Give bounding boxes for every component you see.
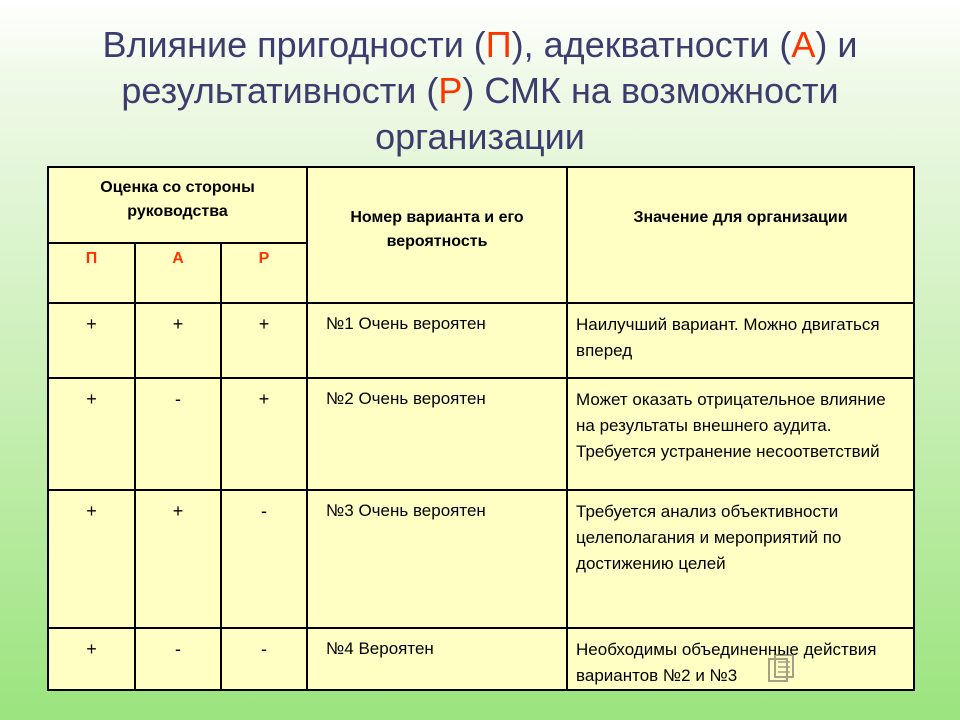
title-part: ) СМК на возможности организации: [375, 70, 839, 157]
table-row: [48, 378, 914, 490]
header-row: [48, 167, 914, 243]
cell-r: -: [221, 490, 307, 628]
header-r: Р: [221, 243, 307, 303]
cell-meaning: Наилучший вариант. Можно двигаться вперед: [567, 303, 914, 378]
header-variant: Номер варианта и его вероятность: [307, 167, 567, 303]
cell-variant: №2 Очень вероятен: [307, 378, 567, 490]
cell-meaning: Может оказать отрицательное влияние на результаты внешнего аудита. Требуется устранение несоответствий: [567, 378, 914, 490]
cell-p: +: [48, 628, 135, 690]
slide-title: [40, 22, 920, 160]
cell-a: -: [135, 378, 221, 490]
cell-a: -: [135, 628, 221, 690]
title-part: ) и результативности (: [121, 24, 858, 111]
cell-variant: №3 Очень вероятен: [307, 490, 567, 628]
header-a: А: [135, 243, 221, 303]
cell-a: +: [135, 490, 221, 628]
watermark-logo-icon: [766, 654, 796, 688]
title-part: Влияние пригодности (: [102, 24, 486, 65]
header-assessment: Оценка со стороны руководства: [48, 167, 307, 243]
cell-r: -: [221, 628, 307, 690]
cell-r: +: [221, 378, 307, 490]
header-meaning: Значение для организации: [567, 167, 914, 303]
title-letter-r: Р: [438, 70, 463, 111]
cell-p: +: [48, 490, 135, 628]
cell-r: +: [221, 303, 307, 378]
table-row: [48, 490, 914, 628]
cell-variant: №1 Очень вероятен: [307, 303, 567, 378]
assessment-table: [47, 166, 915, 691]
cell-a: +: [135, 303, 221, 378]
cell-p: +: [48, 303, 135, 378]
table-row: [48, 303, 914, 378]
header-p: П: [48, 243, 135, 303]
title-letter-p: П: [485, 24, 512, 65]
cell-meaning: Требуется анализ объективности целеполагания и мероприятий по достижению целей: [567, 490, 914, 628]
cell-p: +: [48, 378, 135, 490]
title-part: ), адекватности (: [511, 24, 792, 65]
cell-meaning: Необходимы объединенные действия вариантов №2 и №3: [567, 628, 914, 690]
title-letter-a: А: [791, 24, 816, 65]
cell-variant: №4 Вероятен: [307, 628, 567, 690]
